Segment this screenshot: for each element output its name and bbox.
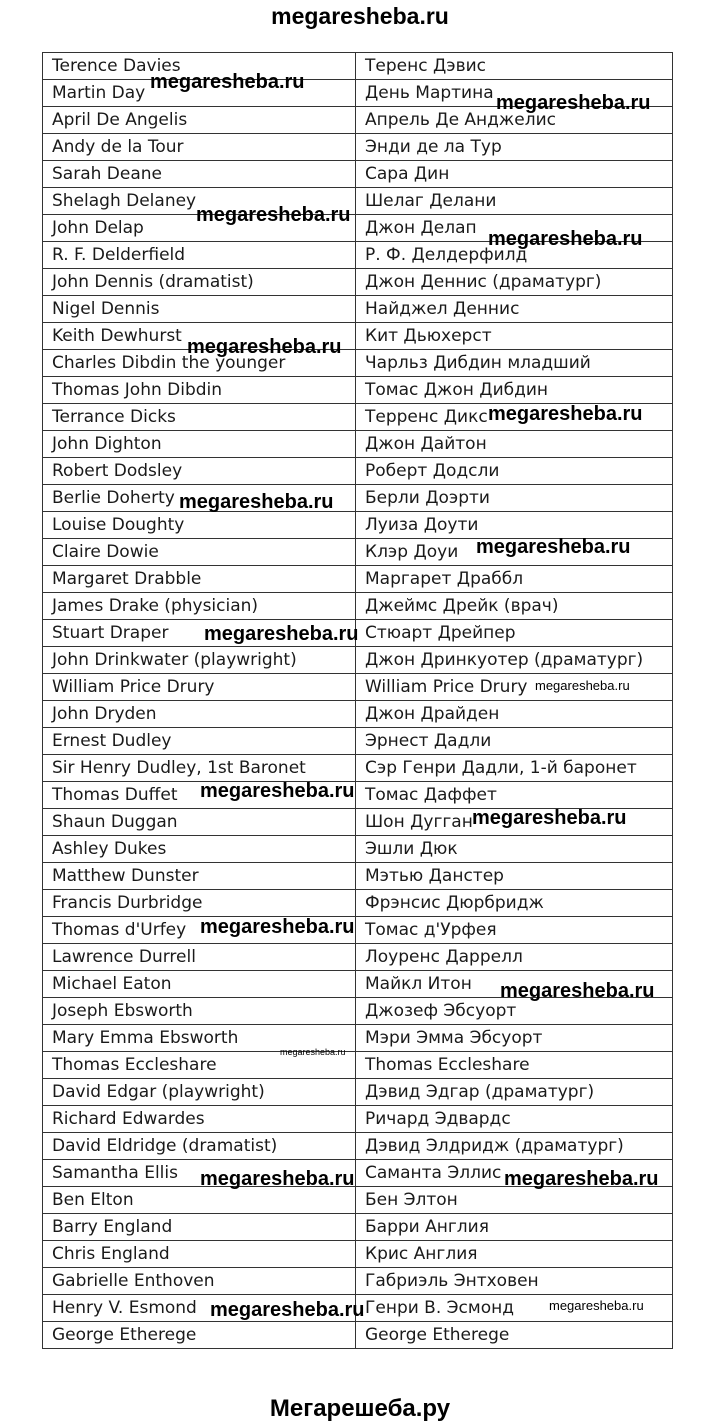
russian-name-cell: Фрэнсис Дюрбридж: [356, 890, 673, 917]
english-name-cell: Andy de la Tour: [43, 134, 356, 161]
english-name-cell: Stuart Draper: [43, 620, 356, 647]
english-name-cell: James Drake (physician): [43, 593, 356, 620]
russian-name-cell: Сэр Генри Дадли, 1-й баронет: [356, 755, 673, 782]
watermark: megaresheba.ru: [488, 403, 643, 425]
watermark: megaresheba.ru: [535, 678, 630, 693]
russian-name-cell: Томас д'Урфея: [356, 917, 673, 944]
english-name-cell: Terrance Dicks: [43, 404, 356, 431]
russian-name-cell: Эрнест Дадли: [356, 728, 673, 755]
table-row: [43, 593, 673, 620]
russian-name-cell: Джон Дайтон: [356, 431, 673, 458]
watermark: megaresheba.ru: [200, 916, 355, 938]
english-name-cell: Chris England: [43, 1241, 356, 1268]
site-header-title: megaresheba.ru: [271, 3, 449, 29]
russian-name-cell: Дэвид Элдридж (драматург): [356, 1133, 673, 1160]
russian-name-cell: Thomas Eccleshare: [356, 1052, 673, 1079]
russian-name-cell: Берли Доэрти: [356, 485, 673, 512]
russian-name-cell: Роберт Додсли: [356, 458, 673, 485]
english-name-cell: John Dryden: [43, 701, 356, 728]
english-name-cell: Thomas Eccleshare: [43, 1052, 356, 1079]
watermark: megaresheba.ru: [504, 1168, 659, 1190]
watermark: megaresheba.ru: [488, 228, 643, 250]
english-name-cell: Keith Dewhurst: [43, 323, 356, 350]
english-name-cell: Claire Dowie: [43, 539, 356, 566]
watermark: megaresheba.ru: [500, 980, 655, 1002]
english-name-cell: Martin Day: [43, 80, 356, 107]
watermark: megaresheba.ru: [210, 1299, 365, 1321]
table-row: [43, 728, 673, 755]
english-name-cell: Shaun Duggan: [43, 809, 356, 836]
russian-name-cell: Дэвид Эдгар (драматург): [356, 1079, 673, 1106]
table-row: [43, 755, 673, 782]
table-row: [43, 917, 673, 944]
watermark: megaresheba.ru: [196, 204, 351, 226]
english-name-cell: Joseph Ebsworth: [43, 998, 356, 1025]
english-name-cell: David Eldridge (dramatist): [43, 1133, 356, 1160]
watermark: megaresheba.ru: [150, 71, 305, 93]
russian-name-cell: Генри В. Эсмонд: [356, 1295, 673, 1322]
english-name-cell: Shelagh Delaney: [43, 188, 356, 215]
english-name-cell: Robert Dodsley: [43, 458, 356, 485]
russian-name-cell: Мэри Эмма Эбсуорт: [356, 1025, 673, 1052]
russian-name-cell: Апрель Де Анджелис: [356, 107, 673, 134]
english-name-cell: Thomas John Dibdin: [43, 377, 356, 404]
table-row: [43, 566, 673, 593]
russian-name-cell: Сара Дин: [356, 161, 673, 188]
watermark: megaresheba.ru: [549, 1298, 644, 1313]
english-name-cell: Sarah Deane: [43, 161, 356, 188]
russian-name-cell: Лоуренс Даррелл: [356, 944, 673, 971]
table-row: [43, 458, 673, 485]
russian-name-cell: Луиза Доути: [356, 512, 673, 539]
table-row: [43, 323, 673, 350]
english-name-cell: Michael Eaton: [43, 971, 356, 998]
english-name-cell: Thomas Duffet: [43, 782, 356, 809]
english-name-cell: Barry England: [43, 1214, 356, 1241]
english-name-cell: Francis Durbridge: [43, 890, 356, 917]
english-name-cell: Margaret Drabble: [43, 566, 356, 593]
table-row: [43, 161, 673, 188]
watermark: megaresheba.ru: [472, 807, 627, 829]
table-row: [43, 647, 673, 674]
watermark: megaresheba.ru: [476, 536, 631, 558]
watermark: megaresheba.ru: [200, 1168, 355, 1190]
russian-name-cell: Найджел Деннис: [356, 296, 673, 323]
table-row: [43, 377, 673, 404]
russian-name-cell: Джеймс Дрейк (врач): [356, 593, 673, 620]
table-row: [43, 188, 673, 215]
english-name-cell: Gabrielle Enthoven: [43, 1268, 356, 1295]
english-name-cell: Charles Dibdin the younger: [43, 350, 356, 377]
russian-name-cell: Бен Элтон: [356, 1187, 673, 1214]
english-name-cell: Ashley Dukes: [43, 836, 356, 863]
english-name-cell: R. F. Delderfield: [43, 242, 356, 269]
russian-name-cell: Джон Драйден: [356, 701, 673, 728]
english-name-cell: William Price Drury: [43, 674, 356, 701]
english-name-cell: Berlie Doherty: [43, 485, 356, 512]
watermark: megaresheba.ru: [200, 780, 355, 802]
english-name-cell: Ben Elton: [43, 1187, 356, 1214]
russian-name-cell: Эшли Дюк: [356, 836, 673, 863]
table-row: [43, 1079, 673, 1106]
english-name-cell: John Dennis (dramatist): [43, 269, 356, 296]
watermark: megaresheba.ru: [280, 1047, 346, 1057]
table-row: [43, 836, 673, 863]
russian-name-cell: Джон Деннис (драматург): [356, 269, 673, 296]
russian-name-cell: George Etherege: [356, 1322, 673, 1349]
table-row: [43, 269, 673, 296]
english-name-cell: David Edgar (playwright): [43, 1079, 356, 1106]
table-row: [43, 701, 673, 728]
english-name-cell: Lawrence Durrell: [43, 944, 356, 971]
russian-name-cell: Терренс Дикс: [356, 404, 673, 431]
russian-name-cell: Джон Дринкуотер (драматург): [356, 647, 673, 674]
russian-name-cell: Р. Ф. Делдерфилд: [356, 242, 673, 269]
russian-name-cell: Мэтью Данстер: [356, 863, 673, 890]
russian-name-cell: Крис Англия: [356, 1241, 673, 1268]
table-row: [43, 890, 673, 917]
english-name-cell: John Delap: [43, 215, 356, 242]
table-row: [43, 134, 673, 161]
table-row: [43, 1106, 673, 1133]
russian-name-cell: Джозеф Эбсуорт: [356, 998, 673, 1025]
english-name-cell: Richard Edwardes: [43, 1106, 356, 1133]
english-name-cell: Henry V. Esmond: [43, 1295, 356, 1322]
table-row: [43, 1322, 673, 1349]
table-row: [43, 863, 673, 890]
table-row: [43, 782, 673, 809]
table-row: [43, 1214, 673, 1241]
english-name-cell: George Etherege: [43, 1322, 356, 1349]
table-row: [43, 512, 673, 539]
russian-name-cell: Габриэль Энтховен: [356, 1268, 673, 1295]
russian-name-cell: William Price Drury: [356, 674, 673, 701]
watermark: megaresheba.ru: [187, 336, 342, 358]
russian-name-cell: Стюарт Дрейпер: [356, 620, 673, 647]
russian-name-cell: Маргарет Драббл: [356, 566, 673, 593]
english-name-cell: Samantha Ellis: [43, 1160, 356, 1187]
english-name-cell: Louise Doughty: [43, 512, 356, 539]
english-name-cell: John Drinkwater (playwright): [43, 647, 356, 674]
table-row: [43, 1025, 673, 1052]
russian-name-cell: Теренс Дэвис: [356, 53, 673, 80]
table-row: [43, 296, 673, 323]
english-name-cell: Matthew Dunster: [43, 863, 356, 890]
table-row: [43, 1268, 673, 1295]
english-name-cell: Terence Davies: [43, 53, 356, 80]
table-row: [43, 485, 673, 512]
table-row: [43, 53, 673, 80]
russian-name-cell: Ричард Эдвардс: [356, 1106, 673, 1133]
watermark: megaresheba.ru: [204, 623, 359, 645]
watermark: megaresheba.ru: [179, 491, 334, 513]
english-name-cell: Ernest Dudley: [43, 728, 356, 755]
russian-name-cell: Барри Англия: [356, 1214, 673, 1241]
russian-name-cell: Шон Дугган: [356, 809, 673, 836]
english-name-cell: Sir Henry Dudley, 1st Baronet: [43, 755, 356, 782]
table-row: [43, 1241, 673, 1268]
table-row: [43, 1052, 673, 1079]
table-row: [43, 944, 673, 971]
english-name-cell: Mary Emma Ebsworth: [43, 1025, 356, 1052]
russian-name-cell: Саманта Эллис: [356, 1160, 673, 1187]
english-name-cell: Nigel Dennis: [43, 296, 356, 323]
russian-name-cell: Томас Джон Дибдин: [356, 377, 673, 404]
english-name-cell: April De Angelis: [43, 107, 356, 134]
russian-name-cell: Клэр Доуи: [356, 539, 673, 566]
watermark: megaresheba.ru: [496, 92, 651, 114]
english-name-cell: John Dighton: [43, 431, 356, 458]
russian-name-cell: Майкл Итон: [356, 971, 673, 998]
english-name-cell: Thomas d'Urfey: [43, 917, 356, 944]
russian-name-cell: Чарльз Дибдин младший: [356, 350, 673, 377]
russian-name-cell: Томас Даффет: [356, 782, 673, 809]
russian-name-cell: День Мартина: [356, 80, 673, 107]
table-row: [43, 431, 673, 458]
table-row: [43, 350, 673, 377]
russian-name-cell: Джон Делап: [356, 215, 673, 242]
russian-name-cell: Кит Дьюхерст: [356, 323, 673, 350]
russian-name-cell: Шелаг Делани: [356, 188, 673, 215]
russian-name-cell: Энди де ла Тур: [356, 134, 673, 161]
table-row: [43, 1133, 673, 1160]
site-footer-title: Мегарешеба.ру: [269, 1395, 451, 1422]
